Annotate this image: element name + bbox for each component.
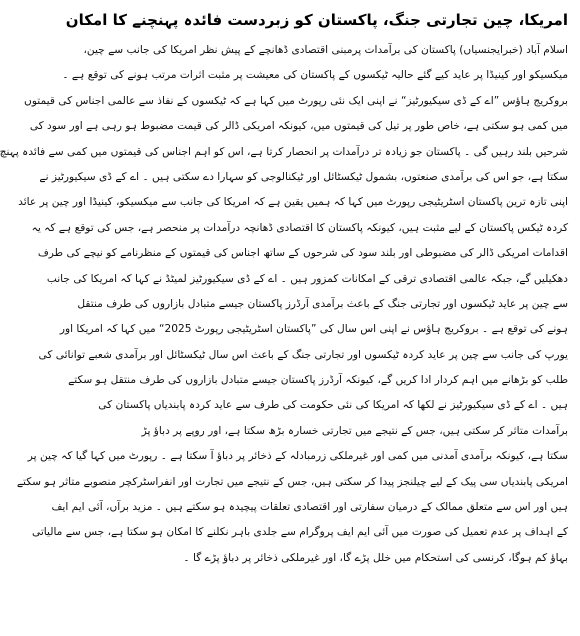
article-line: اسلام آباد (خبرایجنسیاں) پاکستان کی برآمدات پرمبنی اقتصادی ڈھانچے کے پیش نظر امریکا کی جانب سے چین، bbox=[83, 44, 568, 56]
article-line: ہیں اور اس سے متعلق ممالک کے درمیان سفارتی اور اقتصادی تعلقات پیچیدہ ہو سکتے ہیں ۔ مزید برآں، آئی ایم ایف bbox=[51, 501, 568, 514]
article-line: ہیں ۔ اے کے ڈی سیکیورٹیز نے لکھا کہ امریکا کی نئی حکومت کی طرف سے عاید کردہ پابندیاں پاکستان کی bbox=[98, 399, 568, 412]
article-line: بہاؤ کم ہوگا، کرنسی کی استحکام میں خلل پڑے گا، اور غیرملکی ذخائر پر دباؤ پڑے گا ۔ bbox=[183, 551, 568, 564]
article-line: سے چین پر عاید ٹیکسوں اور تجارتی جنگ کے باعث برآمدی آرڈرز پاکستان جیسے متبادل بازاروں کی طرف منتقل bbox=[77, 297, 568, 310]
article-line: امریکی پابندیاں سی پیک کے لیے چیلنجز پیدا کر سکتی ہیں، جس کے نتیجے میں تجارت اور انفراسٹرکچر منصوبے متاثر ہو سکتے bbox=[16, 475, 568, 488]
article-line: بروکریج ہاؤس ”اے کے ڈی سیکیورٹیز“ نے اپنی ایک نئی رپورٹ میں کہا ہے کہ ٹیکسوں کے نفاذ سے عالمی اجناس کی قیمتوں bbox=[24, 94, 568, 107]
article-line: دھکیلیں گے، جبکہ عالمی اقتصادی ترقی کے امکانات کمزور ہیں ۔ اے کے ڈی سیکیورٹیز لمیٹڈ نے کہا کہ امریکا کی جانب bbox=[46, 272, 568, 285]
article-headline: امریکا، چین تجارتی جنگ، پاکستان کو زبردست فائدہ پہنچنے کا امکان bbox=[65, 11, 568, 29]
article-line: شرحیں بلند رہیں گی ۔ پاکستان جو زیادہ تر درآمدات پر انحصار کرتا ہے، اس کو اہم اجناس کی قیمتوں میں کمی سے فائدہ پہنچ bbox=[0, 145, 568, 158]
article-line: سکتا ہے، جو اس کی برآمدی صنعتوں، بشمول ٹیکسٹائل اور ٹیکنالوجی کو سہارا دے سکتی ہیں ۔ اے کے ڈی سیکیورٹیز نے bbox=[39, 170, 568, 183]
article-line: میکسیکو اور کینیڈا پر عاید کیے گئے حالیہ ٹیکسوں کے پاکستان کی معیشت پر مثبت اثرات مرتب ہونے کی توقع ہے ۔ bbox=[62, 69, 568, 82]
article-line: طلب کو بڑھانے میں اہم کردار ادا کریں گے، کیونکہ آرڈرز پاکستان جیسے متبادل بازاروں کی طرف منتقل ہو سکتے bbox=[68, 374, 568, 387]
article-line: کے اہداف پر عدم تعمیل کی صورت میں آئی ایم ایف پروگرام سے جلدی باہر نکلنے کا امکان ہو سکتا ہے، جس سے مالیاتی bbox=[32, 526, 568, 539]
article-body bbox=[0, 38, 568, 571]
article-line: کردہ ٹیکس پاکستان کے لیے مثبت ہیں، کیونکہ پاکستان کا اقتصادی ڈھانچہ درآمدات پر منحصر ہے، جس کی توقع ہے کہ یہ bbox=[31, 221, 568, 234]
article-line: یورپ کی جانب سے چین پر عاید کردہ ٹیکسوں اور تجارتی جنگ کے باعث اس سال ٹیکسٹائل اور برآمدی شعبے توانائی کی bbox=[38, 348, 568, 361]
article-line: سکتا ہے، کیونکہ برآمدی آمدنی میں کمی اور غیرملکی زرمبادلہ کے ذخائر پر دباؤ آ سکتا ہے ۔ رپورٹ میں کہا گیا کہ چین پر bbox=[27, 450, 568, 463]
article-line: برآمدات متاثر کر سکتی ہیں، جس کے نتیجے میں تجارتی خسارہ بڑھ سکتا ہے، اور روپے پر دباؤ پڑ bbox=[141, 424, 568, 437]
article-line: اپنی تازہ ترین پاکستان اسٹریٹیجی رپورٹ میں کہا کہ ہمیں یقین ہے کہ امریکا کی جانب سے میکسیکو، کینیڈا اور چین پر عائد bbox=[18, 196, 568, 209]
article-line: اقدامات امریکی ڈالر کی مضبوطی اور بلند سود کی شرحوں کے ساتھ اجناس کی قیمتوں کے منظرنامے کو نیچے کی طرف bbox=[37, 247, 568, 260]
article-line: ہونے کی توقع ہے ۔ بروکریج ہاؤس نے اپنی اس سال کی ”پاکستان اسٹریٹیجی رپورٹ 2025“ میں کہا کہ امریکا اور bbox=[59, 323, 568, 336]
article-line: میں کمی ہو سکتی ہے، خاص طور پر تیل کی قیمتوں میں، کیونکہ امریکی ڈالر کی قیمت مضبوط ہو رہی ہے اور سود کی bbox=[29, 120, 568, 133]
